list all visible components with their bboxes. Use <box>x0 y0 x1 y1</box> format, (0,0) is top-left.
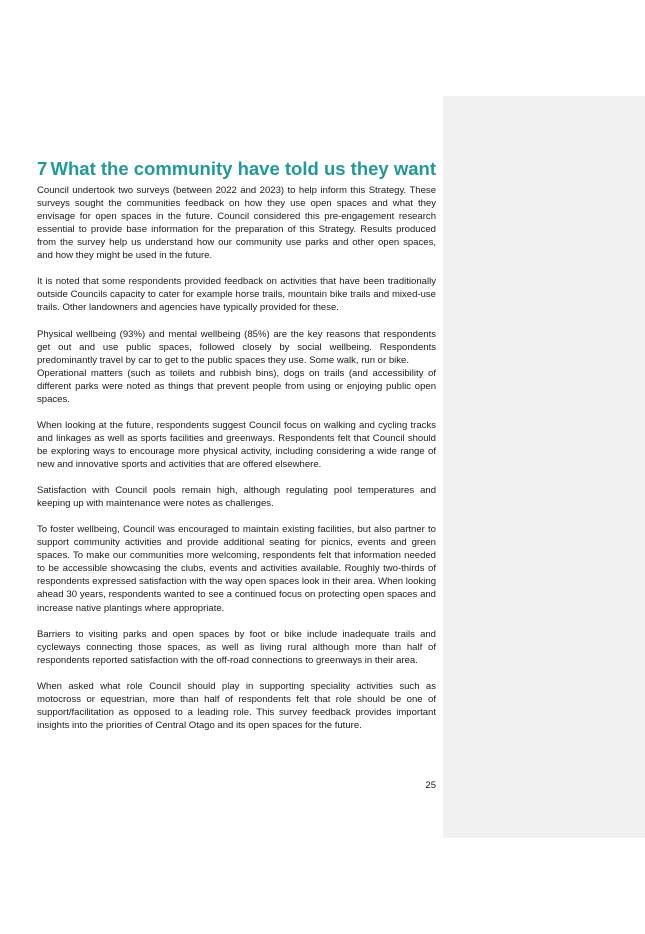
paragraph-operational-matters: Operational matters (such as toilets and rubbish bins), dogs on trails (and accessibility of different parks were noted as things that prevent people from using or enjoying public open spaces. <box>37 367 436 405</box>
section-heading <box>37 159 436 179</box>
paragraph-survey-overview: Council undertook two surveys (between 2022 and 2023) to help inform this Strategy. These surveys sought the communities feedback on how they use open spaces and what they envisage for open spaces in the future. Council considered this pre-engagement research essential to provide base information for the preparation of this Strategy. Results produced from the survey help us understand how our community use parks and other open spaces, and how they might be used in the future. <box>37 185 436 262</box>
paragraph-wellbeing: Physical wellbeing (93%) and mental wellbeing (85%) are the key reasons that respondents get out and use public spaces, followed closely by social wellbeing. Respondents predominantly travel by car to get to the public spaces they use. Some walk, run or bike. <box>37 328 436 366</box>
page-number: 25 <box>425 780 436 791</box>
paragraph-council-role: When asked what role Council should play in supporting speciality activities such as motocross or equestrian, more than half of respondents felt that role should be one of support/facilitation as opposed to a leading role. This survey feedback provides important insights into the priorities of Central Otago and its open spaces for the future. <box>37 680 436 731</box>
paragraph-foster-wellbeing: To foster wellbeing, Council was encouraged to maintain existing facilities, but also partner to support community activities and provide additional seating for picnics, events and green spaces. To make our communities more welcoming, respondents felt that information needed to be accessible showcasing the clubs, events and activities available. Roughly two-thirds of respondents expressed satisfaction with the way open spaces look in their area. When looking ahead 30 years, respondents wanted to see a continued focus on protecting open spaces and increase native plantings where appropriate. <box>37 524 436 614</box>
comments-pane <box>443 96 645 838</box>
paragraph-future-focus: When looking at the future, respondents suggest Council focus on walking and cycling tracks and linkages as well as sports facilities and greenways. Respondents felt that Council should be exploring ways to encourage more physical activity, including considering a wide range of new and innovative sports and activities that are offered elsewhere. <box>37 419 436 470</box>
paragraph-barriers: Barriers to visiting parks and open spaces by foot or bike include inadequate trails and cycleways connecting those spaces, as well as living rural although more than half of respondents reported satisfaction with the off-road connections to greenways in their area. <box>37 628 436 666</box>
paragraph-pools: Satisfaction with Council pools remain high, although regulating pool temperatures and keeping up with maintenance were notes as challenges. <box>37 485 436 510</box>
paragraph-outside-capacity: It is noted that some respondents provided feedback on activities that have been traditionally outside Councils capacity to cater for example horse trails, mountain bike trails and mixed-use trails. Other landowners and agencies have typically provided for these. <box>37 276 436 314</box>
page-content <box>37 159 436 745</box>
section-title: What the community have told us they want <box>50 158 436 179</box>
section-number: 7 <box>37 158 48 179</box>
